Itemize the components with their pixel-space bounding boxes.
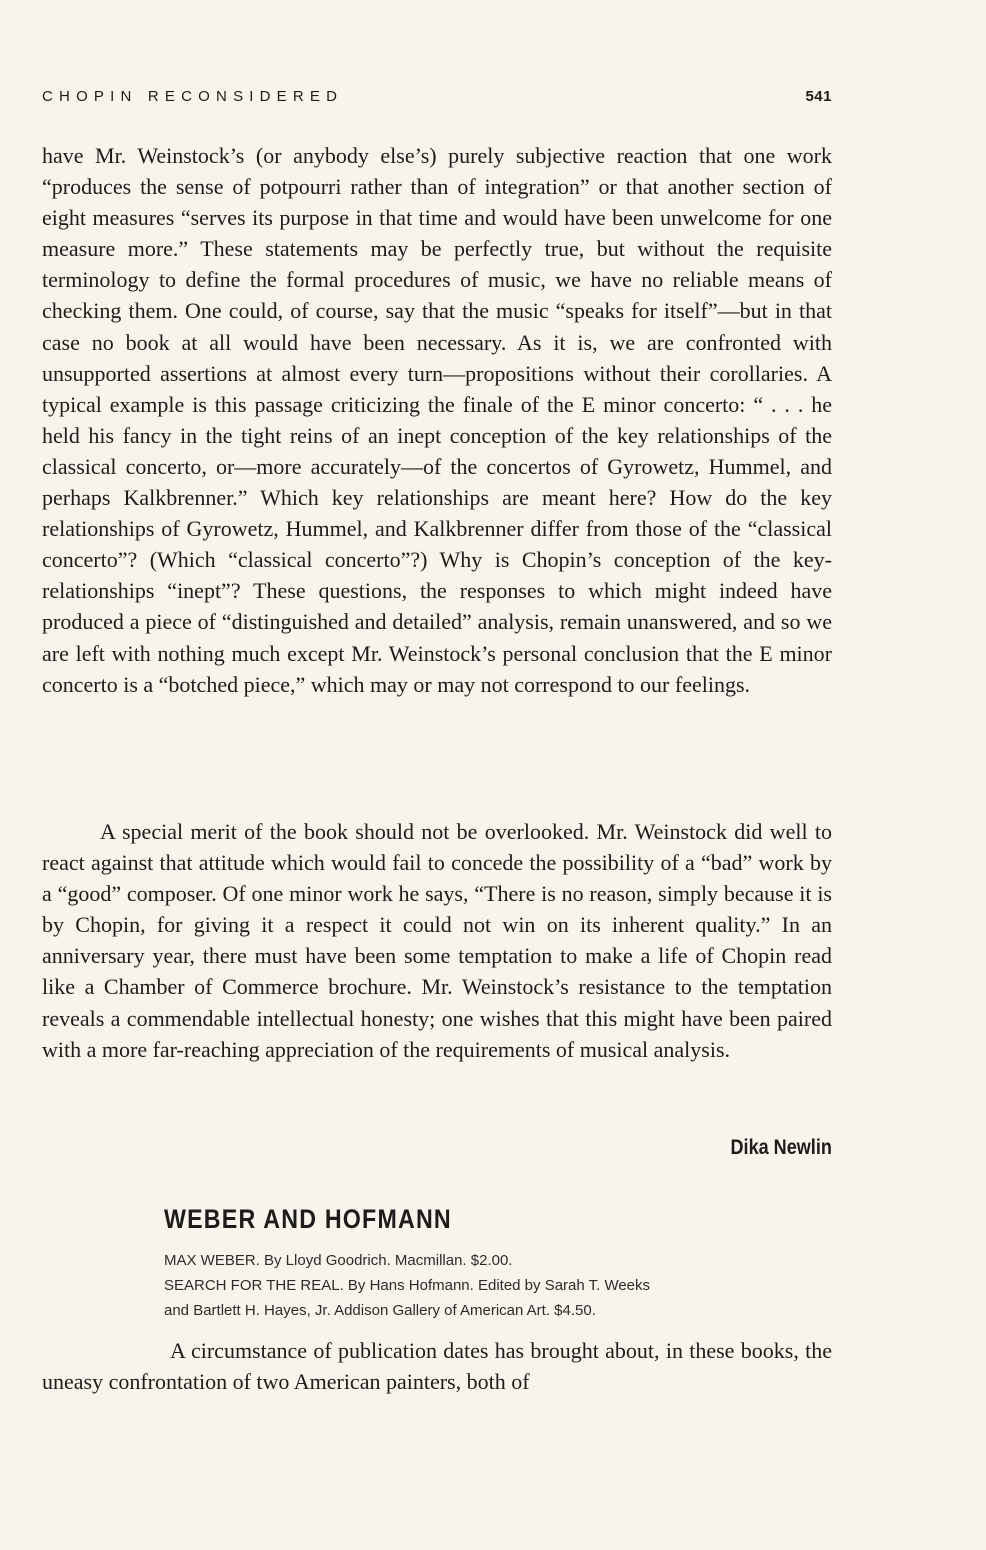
review-author-signature: Dika Newlin <box>730 1136 832 1159</box>
review-paragraph-1: have Mr. Weinstock’s (or anybody else’s) purely subjective reaction that one work “produces the sense of potpourri rather than of integration” or that another section of eight measures “serves its purpose in that time and would have been unwelcome for one measure more.” These statements may be perfectly true, but without the requisite terminology to define the formal procedures of music, we have no reliable means of checking them. One could, of course, say that the music “speaks for itself”—but in that case no book at all would have been necessary. As it is, we are confronted with unsupported assertions at almost every turn—propositions without their corollaries. A typical example is this passage criticizing the finale of the E minor concerto: “ . . . he held his fancy in the tight reins of an inept conception of the key relationships of the classical concerto, or—more accurately—of the concertos of Gyrowetz, Hummel, and perhaps Kalkbrenner.” Which key relationships are meant here? How do the key relationships of Gyrowetz, Hummel, and Kalkbrenner differ from those of the “classical concerto”? (Which “classical concerto”?) Why is Chopin’s conception of the key-relationships “inept”? These questions, the responses to which might indeed have produced a piece of “distinguished and detailed” analysis, remain unanswered, and so we are left with nothing much except Mr. Weinstock’s personal conclusion that the E minor concerto is a “botched piece,” which may or may not correspond to our feelings. <box>42 143 832 697</box>
book-citation-search-for-the-real <box>164 1273 832 1323</box>
review-2-paragraph-1: A circumstance of publication dates has brought about, in these books, the uneasy confrontation of two American painters, both of <box>42 1338 832 1395</box>
citation-line: SEARCH FOR THE REAL. By Hans Hofmann. Edited by Sarah T. Weeks <box>164 1277 651 1294</box>
review-paragraph-2: A special merit of the book should not be overlooked. Mr. Weinstock did well to react against that attitude which would fail to concede the possibility of a “bad” work by a “good” composer. Of one minor work he says, “There is no reason, simply because it is by Chopin, for giving it a respect it could not win on its inherent quality.” In an anniversary year, there must have been some temptation to make a life of Chopin read like a Chamber of Commerce brochure. Mr. Weinstock’s resistance to the temptation reveals a commendable intellectual honesty; one wishes that this might have been paired with a more far-reaching appreciation of the requirements of musical analysis. <box>42 819 832 1062</box>
book-citation-max-weber: MAX WEBER. By Lloyd Goodrich. Macmillan. $2.00. <box>164 1252 513 1269</box>
running-head <box>42 88 832 112</box>
page-number: 541 <box>805 88 832 105</box>
running-title: CHOPIN RECONSIDERED <box>42 88 344 105</box>
section-heading: WEBER AND HOFMANN <box>164 1204 452 1234</box>
book-citations <box>164 1248 832 1323</box>
citation-line: and Bartlett H. Hayes, Jr. Addison Gallery of American Art. $4.50. <box>164 1302 596 1319</box>
